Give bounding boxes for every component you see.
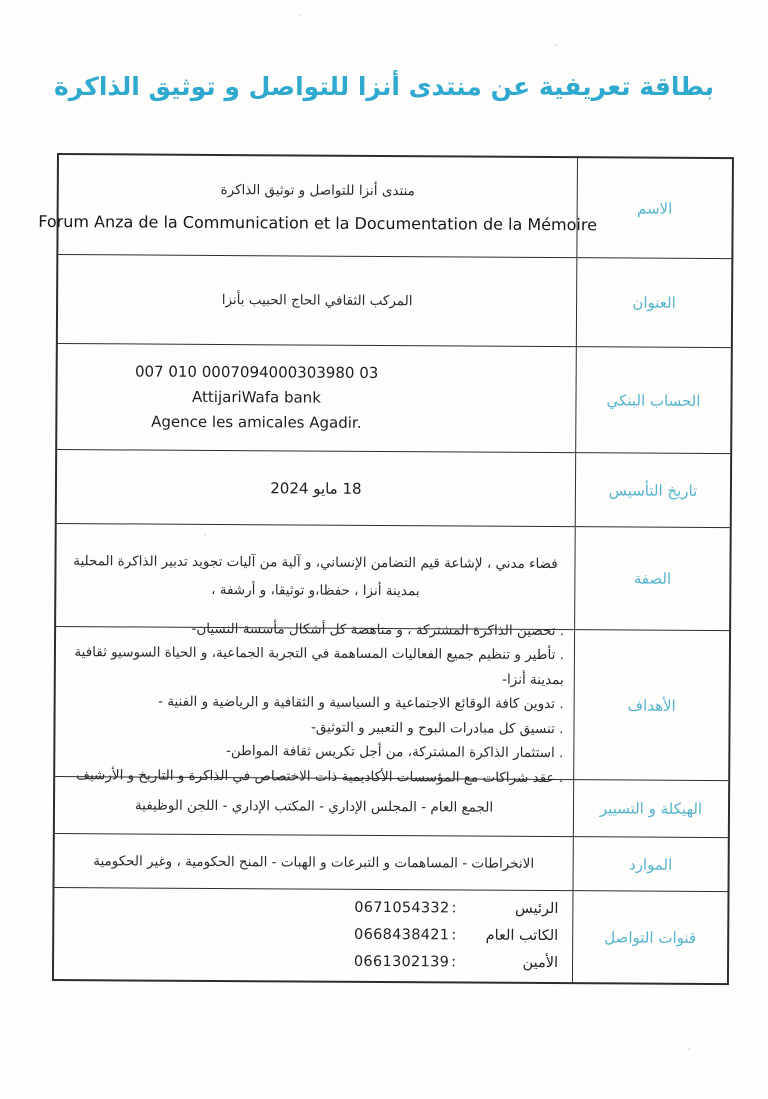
row-label-founding-date: تاريخ التأسيس xyxy=(575,453,730,527)
org-name-arabic: منتدى أنزا للتواصل و توثيق الذاكرة xyxy=(220,181,415,199)
objective-item: . استثمار الذاكرة المشتركة، من أجل تكريس ثقافة المواطن- xyxy=(225,743,564,762)
contact-phone-number: 0671054332 xyxy=(354,899,450,917)
page-title: بطاقة تعريفية عن منتدى أنزا للتواصل و توثيق الذاكرة xyxy=(53,72,715,101)
row-label-bank-account: الحساب البنكي xyxy=(575,347,731,453)
description-cell xyxy=(56,524,575,629)
bank-account-number: 007 010 0007094000303980 03 xyxy=(134,362,379,382)
table-row-founding-date xyxy=(57,450,730,528)
contact-line-secretary xyxy=(354,922,558,950)
table-row-structure xyxy=(55,777,728,838)
contact-role: الكاتب العام xyxy=(485,927,559,945)
contact-role: الرئيس xyxy=(514,900,559,918)
contact-separator: : xyxy=(451,900,457,917)
contact-separator: : xyxy=(451,927,457,944)
objective-item: . تدوين كافة الوقائع الاجتماعية و السياسية و الثقافية و الرياضية و الفنية - xyxy=(158,693,564,713)
address-cell xyxy=(58,255,577,346)
description-line-2: بمدينة أنزا ، حفظا،و توثيقا، و أرشفة ، xyxy=(211,581,420,600)
objectives-cell xyxy=(55,620,574,786)
contact-role: الأمين xyxy=(522,954,559,972)
row-label-objectives: الأهداف xyxy=(573,630,729,780)
resources-cell xyxy=(55,834,573,890)
structure-cell xyxy=(55,777,573,836)
name-cell xyxy=(38,155,598,257)
resources-text: الانخراطات - المساهمات و التبرعات و الهبات - المنح الحكومية ، وغير الحكومية xyxy=(93,852,535,872)
info-table xyxy=(38,153,734,985)
table-row-bank-account xyxy=(57,344,731,454)
table-row-resources xyxy=(55,834,728,892)
bank-agency: Agence les amicales Agadir. xyxy=(151,412,362,432)
contact-line-president xyxy=(354,895,558,923)
row-label-description: الصفة xyxy=(574,527,730,630)
table-row-address xyxy=(58,255,732,348)
table-row-contact-channels xyxy=(54,888,728,983)
row-label-structure: الهيكلة و التسيير xyxy=(573,780,728,837)
bank-cell xyxy=(57,344,576,452)
table-row-name xyxy=(38,155,732,259)
table-row-objectives xyxy=(55,620,729,786)
contact-channels-cell xyxy=(54,888,573,982)
bank-name: AttijariWafa bank xyxy=(192,387,321,407)
description-line-1: فضاء مدني ، لإشاعة قيم التضامن الإنساني، و آلية من آليات تجويد تدبير الذاكرة المحلية xyxy=(73,553,558,573)
structure-text: الجمع العام - المجلس الإداري - المكتب الإداري - اللجن الوظيفية xyxy=(134,797,494,816)
row-label-address: العنوان xyxy=(576,258,732,347)
row-label-resources: الموارد xyxy=(573,837,728,891)
founding-date-text: 18 مايو 2024 xyxy=(270,478,362,498)
row-label-contact-channels: قنوات التواصل xyxy=(572,891,728,983)
contact-separator: : xyxy=(451,954,457,971)
bank-block xyxy=(135,359,379,435)
contacts-block xyxy=(354,895,559,977)
row-label-name: الاسم xyxy=(576,158,732,258)
objective-item: . تنسيق كل مبادرات البوح و التعبير و التوثيق- xyxy=(310,719,564,737)
objective-item: . عقد شراكات مع المؤسسات الأكاديمية ذات الاختصاص في الذاكرة و التاريخ و الأرشيف xyxy=(75,766,564,786)
objective-item: . تحصين الذاكرة المشتركة ، و مناهضة كل أشكال مأسسة النسيان- xyxy=(191,620,565,639)
contact-line-treasurer xyxy=(354,949,558,977)
objective-item: . تأطير و تنظيم جميع الفعاليات المساهمة في التجربة الجماعية، و الحياة السوسيو ثقافية بمدينة أنزا- xyxy=(74,644,564,688)
address-text: المركب الثقافي الحاج الحبيب بأنزا xyxy=(221,292,413,310)
founding-date-cell xyxy=(57,450,575,526)
table-row-description xyxy=(56,524,730,631)
org-name-french: Forum Anza de la Communication et la Documentation de la Mémoire xyxy=(38,211,598,234)
contact-phone-number: 0668438421 xyxy=(354,926,450,944)
contact-phone-number: 0661302139 xyxy=(353,953,450,971)
